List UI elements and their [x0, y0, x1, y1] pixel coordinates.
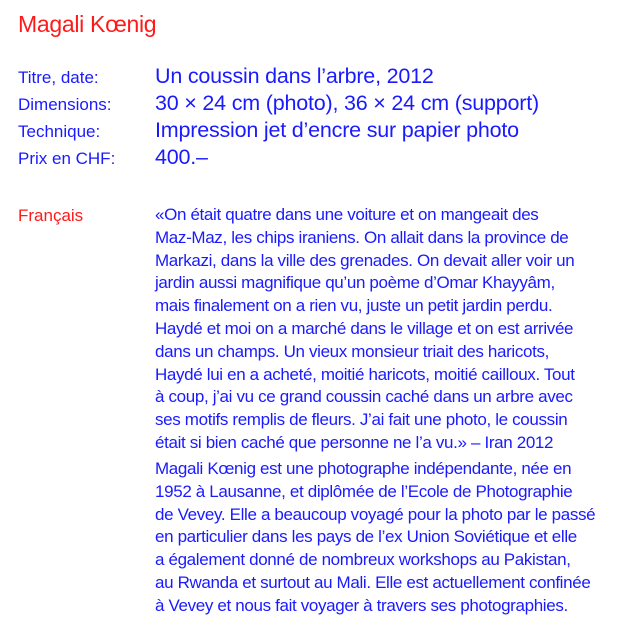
quote-line: mais finalement on a rien vu, juste un petit jardin perdu.: [155, 296, 553, 316]
quote-line: à coup, j’ai vu ce grand coussin caché dans un arbre avec: [155, 387, 573, 407]
quote-line: Haydé et moi on a marché dans le village et on est arrivée: [155, 318, 574, 338]
detail-row-technique: [18, 118, 628, 145]
quote-line: était si bien caché que personne ne l’a vu.» – Iran 2012: [155, 432, 554, 452]
quote-line: dans un champs. Un vieux monsieur triait des haricots,: [155, 341, 550, 361]
bio-line: Magali Kœnig est une photographe indépendante, née en: [155, 459, 572, 478]
artist-quote: [155, 204, 635, 455]
detail-label: Prix en CHF:: [18, 149, 116, 168]
detail-value: 30 × 24 cm (photo), 36 × 24 cm (support): [155, 91, 539, 115]
detail-value: Un coussin dans l’arbre, 2012: [155, 64, 434, 88]
detail-label: Technique:: [18, 122, 101, 141]
quote-line: ses motifs remplis de fleurs. J’ai fait une photo, le coussin: [155, 410, 568, 430]
detail-row-title: [18, 64, 628, 91]
quote-line: Haydé lui en a acheté, moitié haricots, moitié cailloux. Tout: [155, 364, 575, 384]
bio-line: a également donné de nombreux workshops au Pakistan,: [155, 550, 571, 570]
language-label: Français: [18, 206, 84, 225]
bio-line: en particulier dans les pays de l’ex Union Soviétique et elle: [155, 527, 577, 547]
quote-line: Maz-Maz, les chips iraniens. On allait dans la province de: [155, 227, 569, 247]
detail-label: Titre, date:: [18, 68, 99, 87]
detail-value: Impression jet d’encre sur papier photo: [155, 118, 519, 142]
detail-row-price: [18, 145, 628, 172]
quote-line: Markazi, dans la ville des grenades. On devait aller voir un: [155, 250, 575, 270]
detail-value: 400.–: [155, 145, 208, 169]
quote-line: «On était quatre dans une voiture et on mangeait des: [155, 205, 539, 224]
bio-line: au Rwanda et surtout au Mali. Elle est actuellement confinée: [155, 572, 591, 592]
quote-line: jardin aussi magnifique qu’un poème d’Omar Khayyâm,: [155, 273, 555, 293]
artist-name: Magali Kœnig: [18, 11, 157, 37]
detail-row-dimensions: [18, 91, 628, 118]
detail-label: Dimensions:: [18, 95, 112, 114]
artist-bio: [155, 458, 635, 618]
bio-line: de Vevey. Elle a beaucoup voyagé pour la photo par le passé: [155, 504, 596, 524]
bio-line: 1952 à Lausanne, et diplômée de l’Ecole de Photographie: [155, 481, 573, 501]
artwork-details: [18, 64, 628, 172]
bio-line: à Vevey et nous fait voyager à travers ses photographies.: [155, 595, 568, 615]
